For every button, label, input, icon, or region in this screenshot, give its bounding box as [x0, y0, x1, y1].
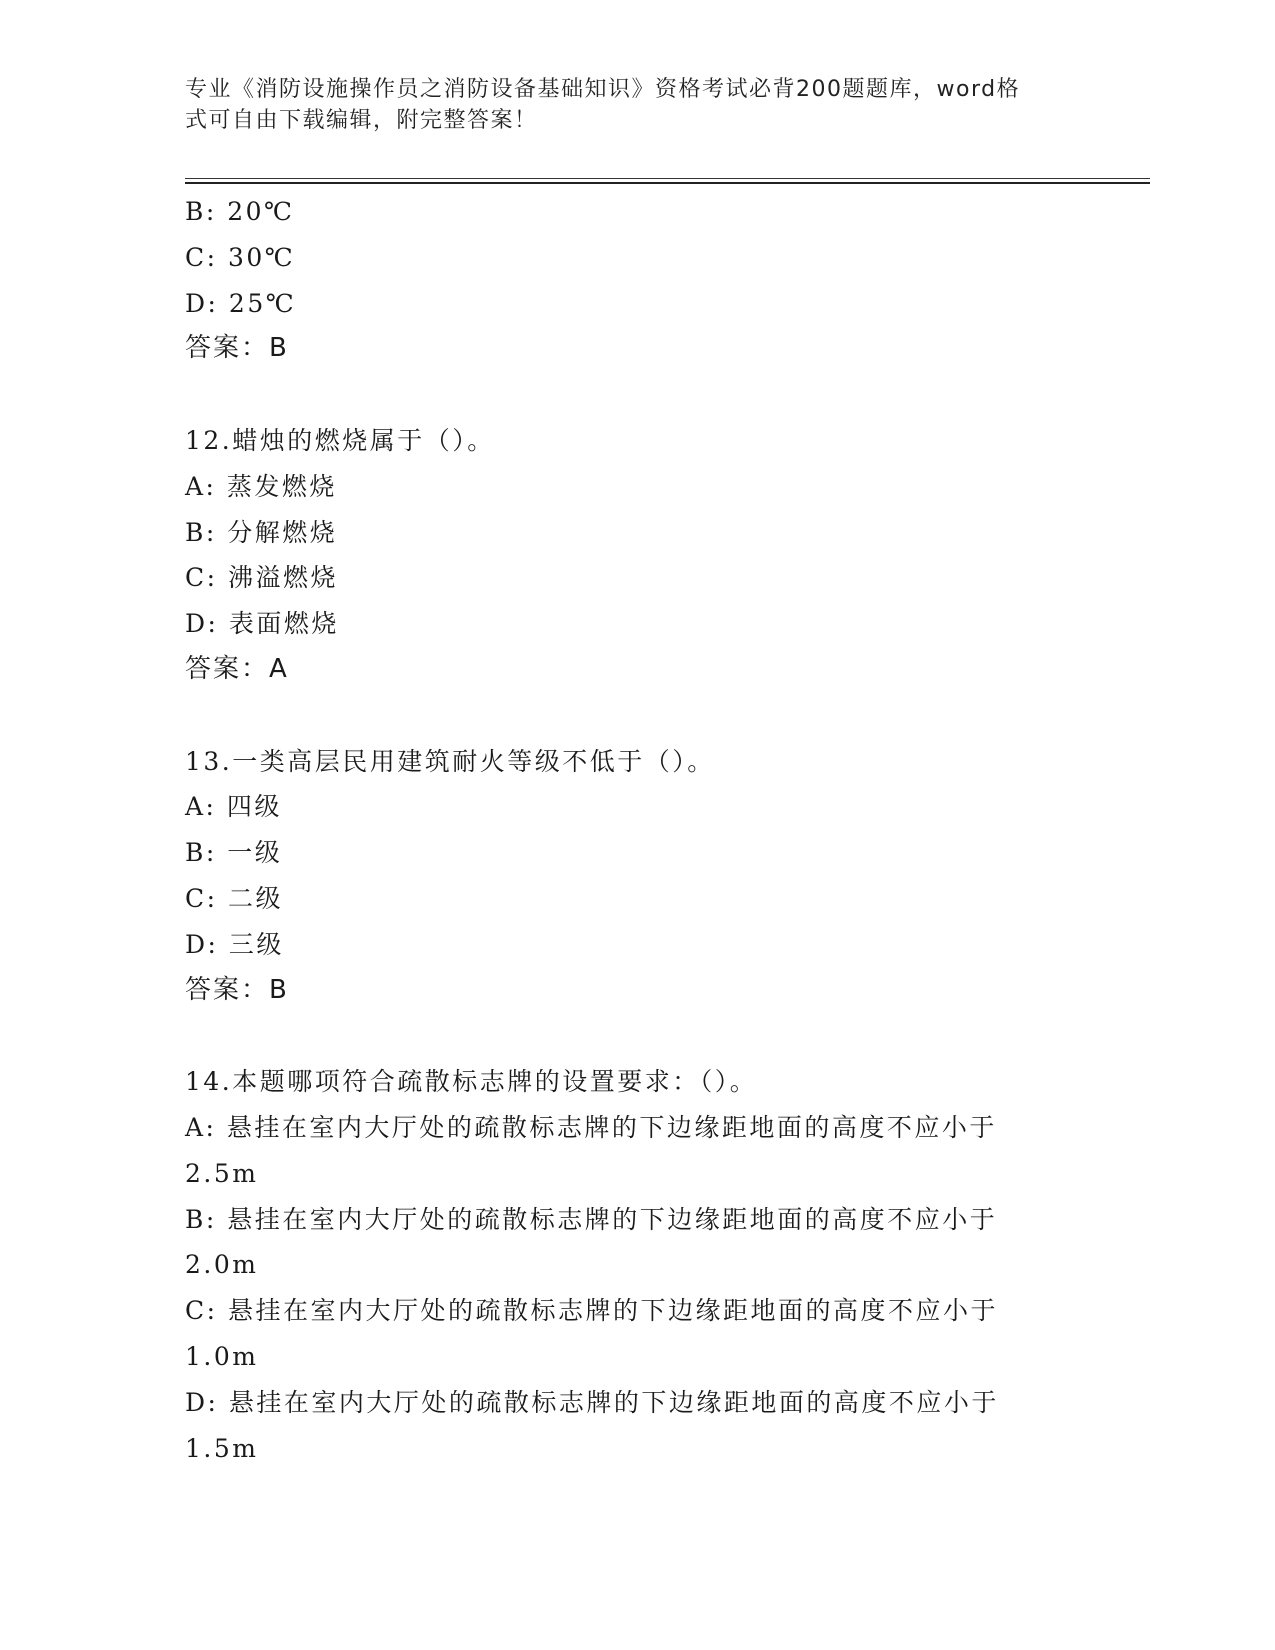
option-d-continued: 1.5m	[185, 1433, 259, 1463]
option-b: B: 分解燃烧	[185, 517, 338, 547]
question-stem: 14.本题哪项符合疏散标志牌的设置要求：（）。	[185, 1067, 758, 1097]
question-11-tail	[185, 189, 1065, 372]
header-divider-thin	[185, 178, 1150, 179]
option-b: B: 悬挂在室内大厅处的疏散标志牌的下边缘距地面的高度不应小于	[185, 1204, 998, 1234]
option-c: C: 30℃	[185, 242, 296, 272]
question-stem: 13.一类高层民用建筑耐火等级不低于（）。	[185, 746, 715, 776]
option-d: D: 悬挂在室内大厅处的疏散标志牌的下边缘距地面的高度不应小于	[185, 1387, 999, 1417]
answer-label: 答案：B	[185, 333, 289, 364]
spacer	[185, 372, 1065, 418]
header-line-1: 专业《消防设施操作员之消防设备基础知识》资格考试必背200题题库，word格	[185, 77, 1021, 102]
spacer	[185, 1013, 1065, 1059]
question-14	[185, 1059, 1065, 1471]
option-d: D: 三级	[185, 929, 284, 959]
question-13	[185, 739, 1065, 1014]
option-c: C: 沸溢燃烧	[185, 563, 338, 593]
option-c: C: 二级	[185, 883, 283, 913]
option-d: D: 表面燃烧	[185, 609, 339, 639]
option-c-continued: 1.0m	[185, 1341, 259, 1371]
option-d: D: 25℃	[185, 288, 297, 318]
question-content	[185, 189, 1065, 1471]
answer-label: 答案：A	[185, 653, 289, 684]
answer-label: 答案：B	[185, 974, 289, 1005]
option-b-continued: 2.0m	[185, 1250, 259, 1280]
option-a: A: 蒸发燃烧	[185, 471, 337, 501]
document-header	[185, 74, 1065, 136]
question-12	[185, 418, 1065, 693]
option-a: A: 四级	[185, 792, 282, 822]
option-a-continued: 2.5m	[185, 1158, 259, 1188]
question-stem: 12.蜡烛的燃烧属于（）。	[185, 425, 495, 455]
header-line-2: 式可自由下载编辑，附完整答案！	[185, 108, 538, 133]
option-a: A: 悬挂在室内大厅处的疏散标志牌的下边缘距地面的高度不应小于	[185, 1112, 997, 1142]
spacer	[185, 693, 1065, 739]
option-b: B: 20℃	[185, 197, 295, 226]
option-b: B: 一级	[185, 838, 283, 868]
header-divider-thick	[185, 182, 1150, 184]
option-c: C: 悬挂在室内大厅处的疏散标志牌的下边缘距地面的高度不应小于	[185, 1296, 999, 1326]
